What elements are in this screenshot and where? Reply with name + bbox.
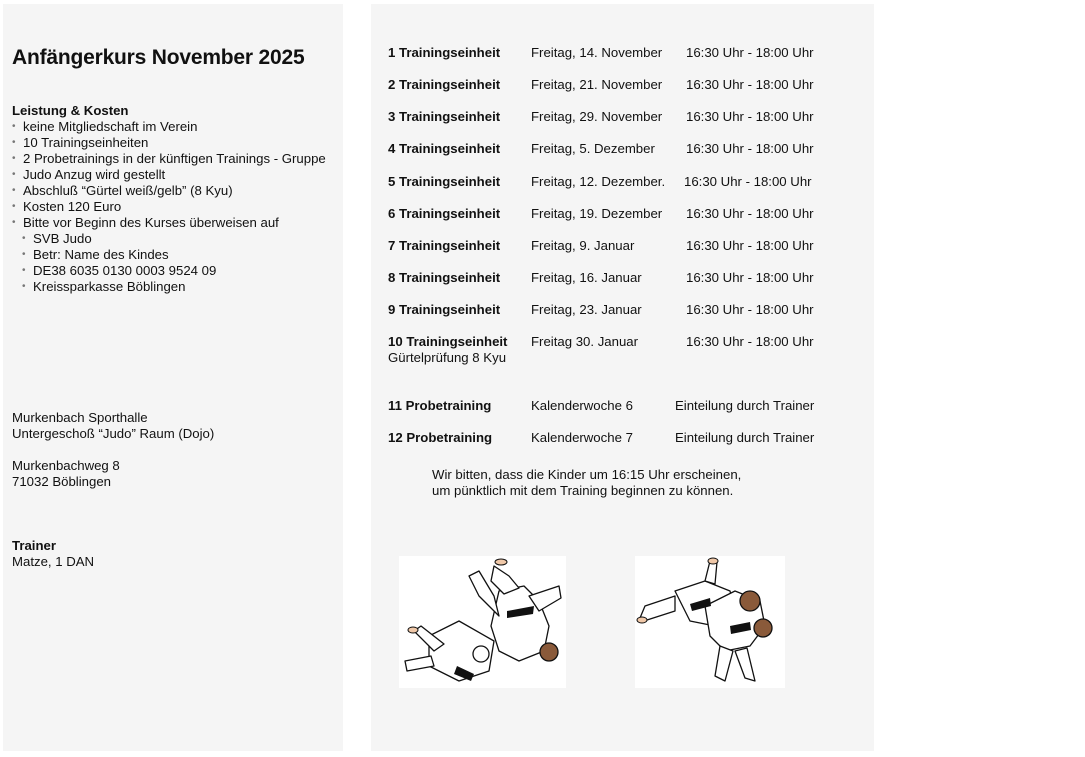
list-item: • Kosten 120 Euro: [12, 199, 326, 215]
judo-throw-drawing: [399, 556, 566, 688]
unit-date: Freitag 30. Januar: [531, 334, 639, 349]
unit-label: 8 Trainingseinheit: [388, 270, 501, 285]
venue-line: Murkenbach Sporthalle: [12, 410, 148, 425]
unit-label: 9 Trainingseinheit: [388, 302, 501, 317]
unit-time: 16:30 Uhr - 18:00 Uhr: [686, 238, 814, 253]
probe-date: Kalenderwoche 7: [531, 430, 633, 445]
probe-info: Einteilung durch Trainer: [675, 430, 815, 445]
list-item: • 10 Trainingseinheiten: [12, 135, 326, 151]
unit-time: 16:30 Uhr - 18:00 Uhr: [686, 206, 814, 221]
unit-label: 4 Trainingseinheit: [388, 141, 501, 156]
bank-details-list: [12, 231, 326, 295]
note-line: um pünktlich mit dem Training beginnen zu können.: [432, 483, 734, 498]
unit-label: 10 Trainingseinheit: [388, 334, 508, 349]
address-block: [12, 458, 120, 490]
probe-label: 12 Probetraining: [388, 430, 493, 445]
unit-date: Freitag, 19. Dezember: [531, 206, 663, 221]
unit-label: 6 Trainingseinheit: [388, 206, 501, 221]
list-item: • Kreissparkasse Böblingen: [22, 279, 326, 295]
unit-time: 16:30 Uhr - 18:00 Uhr: [684, 174, 812, 189]
judo-hip-throw-illustration: [635, 556, 785, 688]
trainer-name: Matze, 1 DAN: [12, 554, 95, 569]
address-line: 71032 Böblingen: [12, 474, 111, 489]
list-item: • SVB Judo: [22, 231, 326, 247]
unit-label: 2 Trainingseinheit: [388, 77, 501, 92]
unit-date: Freitag, 9. Januar: [531, 238, 635, 253]
unit-note: Gürtelprüfung 8 Kyu: [388, 350, 507, 365]
unit-label: 7 Trainingseinheit: [388, 238, 501, 253]
probe-date: Kalenderwoche 6: [531, 398, 633, 413]
unit-date: Freitag, 23. Januar: [531, 302, 642, 317]
trainer-heading: Trainer: [12, 538, 56, 553]
judo-hip-throw-drawing: [635, 556, 785, 688]
unit-label: 5 Trainingseinheit: [388, 174, 501, 189]
unit-date: Freitag, 29. November: [531, 109, 663, 124]
schedule-panel: [371, 4, 874, 751]
unit-date: Freitag, 14. November: [531, 45, 663, 60]
venue-line: Untergeschoß “Judo” Raum (Dojo): [12, 426, 215, 441]
list-item: • Abschluß “Gürtel weiß/gelb” (8 Kyu): [12, 183, 326, 199]
unit-label: 3 Trainingseinheit: [388, 109, 501, 124]
judo-throw-illustration: [399, 556, 566, 688]
unit-date: Freitag, 5. Dezember: [531, 141, 655, 156]
list-item: • 2 Probetrainings in der künftigen Trainings - Gruppe: [12, 151, 326, 167]
list-item: • Judo Anzug wird gestellt: [12, 167, 326, 183]
unit-time: 16:30 Uhr - 18:00 Uhr: [686, 141, 814, 156]
unit-time: 16:30 Uhr - 18:00 Uhr: [686, 270, 814, 285]
trainer-block: [12, 538, 94, 570]
unit-time: 16:30 Uhr - 18:00 Uhr: [686, 77, 814, 92]
costs-heading: Leistung & Kosten: [12, 103, 129, 118]
venue-block: [12, 410, 214, 442]
info-panel: [3, 4, 343, 751]
page-title: Anfängerkurs November 2025: [12, 46, 305, 69]
list-item: • DE38 6035 0130 0003 9524 09: [22, 263, 326, 279]
list-item: • Betr: Name des Kindes: [22, 247, 326, 263]
unit-label: 1 Trainingseinheit: [388, 45, 501, 60]
unit-date: Freitag, 12. Dezember.: [531, 174, 666, 189]
address-line: Murkenbachweg 8: [12, 458, 120, 473]
arrival-note: [432, 467, 741, 499]
list-item: • keine Mitgliedschaft im Verein: [12, 119, 326, 135]
note-line: Wir bitten, dass die Kinder um 16:15 Uhr erscheinen,: [432, 467, 742, 482]
costs-section: [12, 103, 326, 295]
unit-date: Freitag, 21. November: [531, 77, 663, 92]
probe-label: 11 Probetraining: [388, 398, 492, 413]
unit-date: Freitag, 16. Januar: [531, 270, 642, 285]
unit-time: 16:30 Uhr - 18:00 Uhr: [686, 109, 814, 124]
probe-info: Einteilung durch Trainer: [675, 398, 815, 413]
unit-time: 16:30 Uhr - 18:00 Uhr: [686, 302, 814, 317]
list-item: • Bitte vor Beginn des Kurses überweisen auf: [12, 215, 326, 231]
unit-time: 16:30 Uhr - 18:00 Uhr: [686, 334, 814, 349]
costs-list: [12, 119, 326, 231]
unit-time: 16:30 Uhr - 18:00 Uhr: [686, 45, 814, 60]
